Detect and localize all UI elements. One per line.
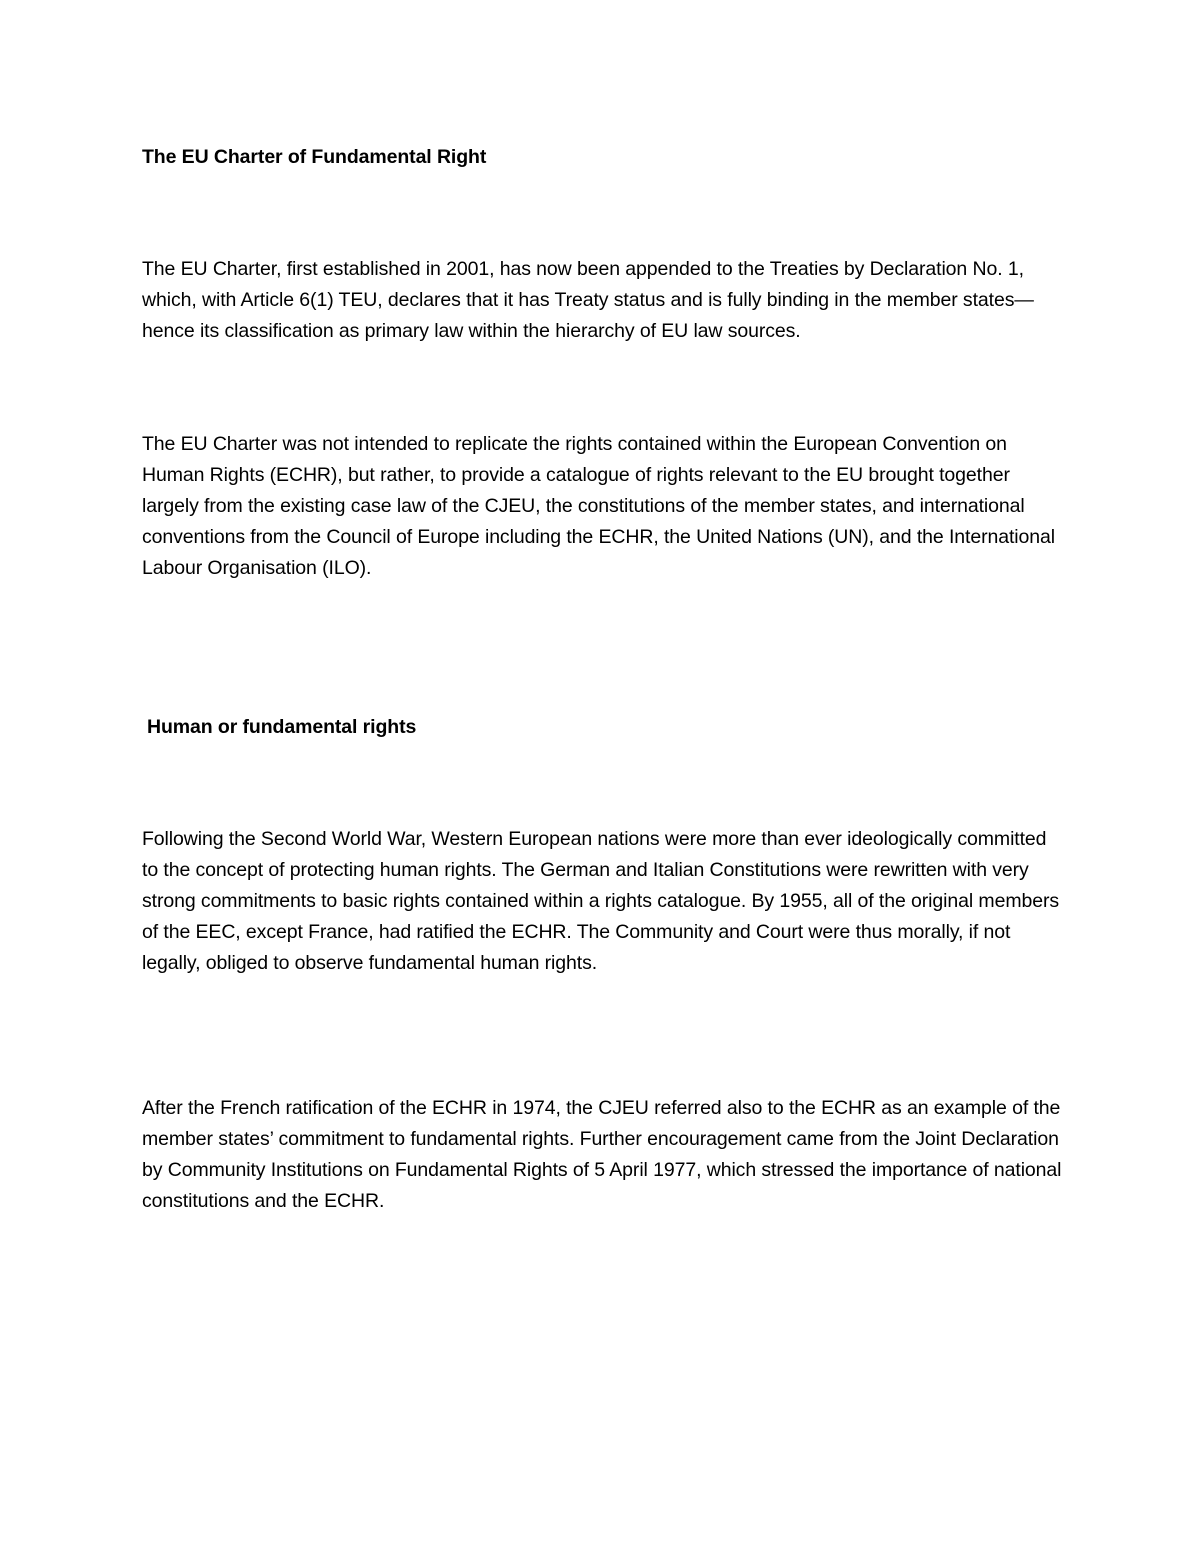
document-title: The EU Charter of Fundamental Right	[142, 146, 487, 168]
paragraph-charter-status: The EU Charter, first established in 2001, has now been appended to the Treaties by Declaration No. 1, which, with Article 6(1) TEU, declares that it has Treaty status and is fully binding in the member states—hence its classification as primary law within the hierarchy of EU law sources.	[142, 258, 1034, 342]
paragraph-charter-purpose: The EU Charter was not intended to replicate the rights contained within the European Convention on Human Rights (ECHR), but rather, to provide a catalogue of rights relevant to the EU brought together largely from the existing case law of the CJEU, the constitutions of the member states, and international conventions from the Council of Europe including the ECHR, the United Nations (UN), and the International Labour Organisation (ILO).	[142, 433, 1055, 579]
paragraph-french-ratification: After the French ratification of the ECHR in 1974, the CJEU referred also to the ECHR as an example of the member states’ commitment to fundamental rights. Further encouragement came from the Joint Declaration by Community Institutions on Fundamental Rights of 5 April 1977, which stressed the importance of national constitutions and the ECHR.	[142, 1097, 1062, 1212]
section-heading-human-rights: Human or fundamental rights	[147, 716, 417, 738]
paragraph-post-war: Following the Second World War, Western European nations were more than ever ideologically committed to the concept of protecting human rights. The German and Italian Constitutions were rewritten with very strong commitments to basic rights contained within a rights catalogue. By 1955, all of the original members of the EEC, except France, had ratified the ECHR. The Community and Court were thus morally, if not legally, obliged to observe fundamental human rights.	[142, 828, 1059, 974]
